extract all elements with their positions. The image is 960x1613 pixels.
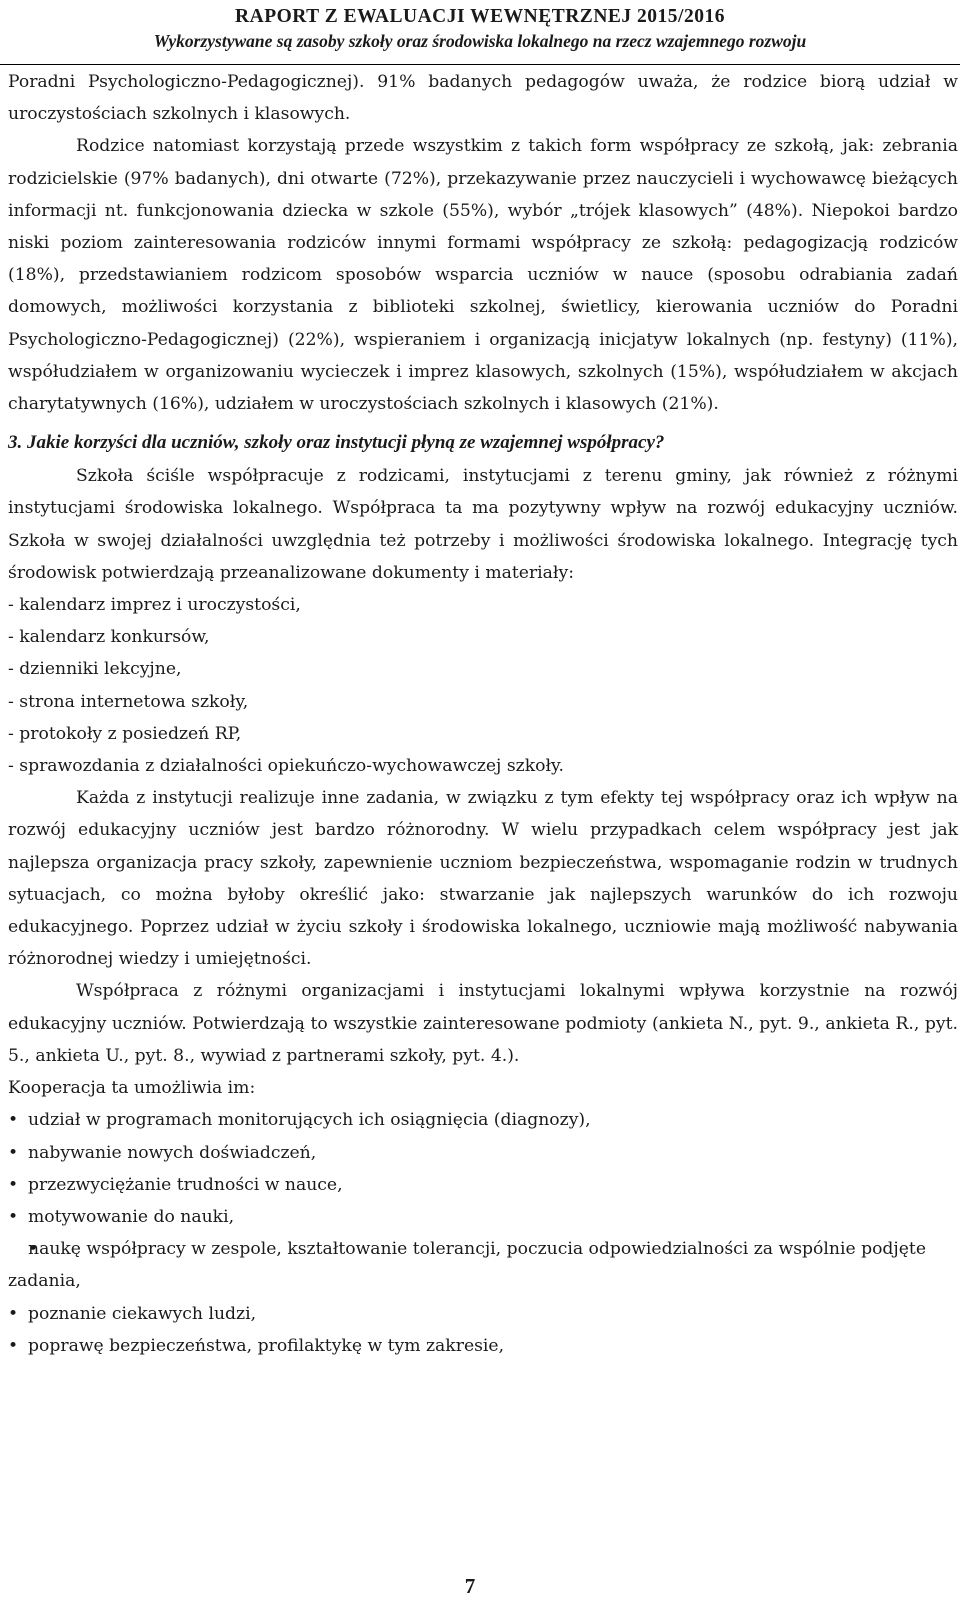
paragraph-parents-forms: Rodzice natomiast korzystają przede wszystkim z takich form współpracy ze szkołą, jak: zebrania rodzicielskie (97% badanych), dni otwarte (72%), przekazywanie przez nauczycieli i wychowawcę bieżących informacji nt. funkcjonowania dziecka w szkole (55%), wybór „trójek klasowych” (48%). Niepokoi bardzo niski poziom zainteresowania rodziców innymi formami współpracy ze szkołą: pedagogizacją rodziców (18%), przedstawianiem rodzicom sposobów wsparcia uczniów w nauce (sposobu odrabiania zadań domowych, możliwości korzystania z biblioteki szkolnej, świetlicy, kierowania uczniów do Poradni Psychologiczno-Pedagogicznej) (22%), wspieraniem i organizacją inicjatyw lokalnych (np. festyny) (11%), współudziałem w organizowaniu wycieczek i imprez klasowych, szkolnych (15%), współudziałem w akcjach charytatywnych (16%), udziałem w uroczystościach szkolnych i klasowych (21%). xyxy=(8,136,958,415)
paragraph-cooperation-enables: Kooperacja ta umożliwia im: xyxy=(8,1078,256,1099)
list-item: - kalendarz imprez i uroczystości, xyxy=(8,595,301,616)
documents-list xyxy=(8,589,958,782)
paragraph-school-cooperation: Szkoła ściśle współpracuje z rodzicami, instytucjami z terenu gminy, jak również z różnymi instytucjami środowiska lokalnego. Współpraca ta ma pozytywny wpływ na rozwój edukacyjny uczniów. Szkoła w swojej działalności uwzględnia też potrzeby i możliwości środowiska lokalnego. Integrację tych środowisk potwierdzają przeanalizowane dokumenty i materiały: xyxy=(8,466,958,583)
list-item: • nabywanie nowych doświadczeń, xyxy=(8,1137,958,1169)
benefits-list xyxy=(8,1104,958,1362)
document-body xyxy=(8,66,958,1362)
list-item: • naukę współpracy w zespole, kształtowanie tolerancji, poczucia odpowiedzialności za wspólnie podjęte zadania, xyxy=(8,1233,958,1297)
page-number: 7 xyxy=(464,1574,476,1598)
list-item: • motywowanie do nauki, xyxy=(8,1201,958,1233)
list-item: - strona internetowa szkoły, xyxy=(8,691,249,712)
list-item: • przezwyciężanie trudności w nauce, xyxy=(8,1169,958,1201)
list-item: • udział w programach monitorujących ich osiągnięcia (diagnozy), xyxy=(8,1104,958,1136)
report-subtitle: Wykorzystywane są zasoby szkoły oraz środowiska lokalnego na rzecz wzajemnego rozwoju xyxy=(153,31,807,51)
list-item: • poprawę bezpieczeństwa, profilaktykę w tym zakresie, xyxy=(8,1330,958,1362)
list-item: - sprawozdania z działalności opiekuńczo-wychowawczej szkoły. xyxy=(8,756,564,777)
paragraph-institutions-tasks: Każda z instytucji realizuje inne zadania, w związku z tym efekty tej współpracy oraz ich wpływ na rozwój edukacyjny uczniów jest bardzo różnorodny. W wielu przypadkach celem współpracy jest jak najlepsza organizacja pracy szkoły, zapewnienie uczniom bezpieczeństwa, wspomaganie rodzin w trudnych sytuacjach, co można byłoby określić jako: stwarzanie jak najlepszych warunków do ich rozwoju edukacyjnego. Poprzez udział w życiu szkoły i środowiska lokalnego, uczniowie mają możliwość nabywania różnorodnej wiedzy i umiejętności. xyxy=(8,788,958,970)
question-heading: 3. Jakie korzyści dla uczniów, szkoły oraz instytucji płyną ze wzajemnej współpracy? xyxy=(8,432,665,454)
list-item: - kalendarz konkursów, xyxy=(8,627,210,648)
paragraph-continuation: Poradni Psychologiczno-Pedagogicznej). 91% badanych pedagogów uważa, że rodzice biorą udział w uroczystościach szkolnych i klasowych. xyxy=(8,72,958,125)
list-item: - protokoły z posiedzeń RP, xyxy=(8,723,242,744)
list-item: - dzienniki lekcyjne, xyxy=(8,659,182,680)
report-title: RAPORT Z EWALUACJI WEWNĘTRZNEJ 2015/2016 xyxy=(235,6,725,27)
page-header xyxy=(0,0,960,65)
list-item: • poznanie ciekawych ludzi, xyxy=(8,1298,958,1330)
paragraph-local-organizations: Współpraca z różnymi organizacjami i instytucjami lokalnymi wpływa korzystnie na rozwój edukacyjny uczniów. Potwierdzają to wszystkie zainteresowane podmioty (ankieta N., pyt. 9., ankieta R., pyt. 5., ankieta U., pyt. 8., wywiad z partnerami szkoły, pyt. 4.). xyxy=(8,981,958,1066)
